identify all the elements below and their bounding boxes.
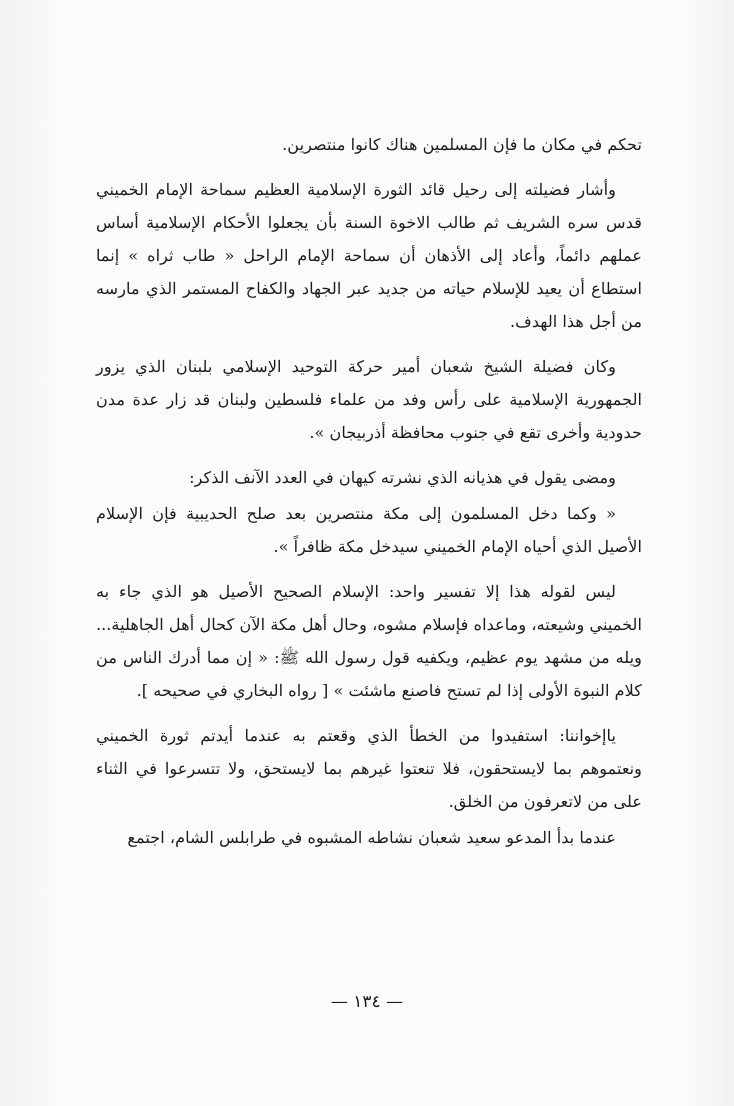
paragraph-5-quote: « وكما دخل المسلمون إلى مكة منتصرين بعد صلح الحديبية فإن الإسلام الأصيل الذي أحياه الإمام الخميني سيدخل مكة ظافراً ». (96, 504, 642, 556)
paragraph-6: ليس لقوله هذا إلا تفسير واحد: الإسلام الصحيح الأصيل هو الذي جاء به الخميني وشيعته، وماعداه فإسلام مشوه، وحال أهل مكة الآن كحال أهل الجاهلية... ويله من مشهد يوم عظيم، ويكفيه قول رسول الله ﷺ: « إن مما أدرك الناس من كلام النبوة الأولى إذا لم تستح فاصنع ماشئت » [ رواه البخاري في صحيحه ]. (96, 582, 642, 700)
paragraph-7: ياإخواننا: استفيدوا من الخطأ الذي وقعتم به عندما أيدتم ثورة الخميني ونعتموهم بما لايستحقون، فلا تنعتوا غيرهم بما لايستحق، ولا تتسرعوا في الثناء على من لاتعرفون من الخلق. (96, 726, 642, 811)
paragraph-2: وأشار فضيلته إلى رحيل قائد الثورة الإسلامية العظيم سماحة الإمام الخميني قدس سره الشريف ثم طالب الاخوة السنة بأن يجعلوا الأحكام الإسلامية أساس عملهم دائماً، وأعاد إلى الأذهان أن سماحة الإمام الراحل « طاب ثراه » إنما استطاع أن يعيد للإسلام حياته من جديد عبر الجهاد والكفاح المستمر الذي مارسه من أجل هذا الهدف. (96, 180, 642, 331)
scan-edge-left (0, 0, 60, 1106)
paragraph-1: تحكم في مكان ما فإن المسلمين هناك كانوا منتصرين. (282, 135, 642, 154)
paragraph-4: ومضى يقول في هذيانه الذي نشرته كيهان في العدد الآنف الذكر: (189, 468, 616, 487)
page-number: — ١٣٤ — (330, 992, 404, 1012)
paragraph-3: وكان فضيلة الشيخ شعبان أمير حركة التوحيد الإسلامي بلبنان الذي يزور الجمهورية الإسلامية على رأس وفد من علماء فلسطين ولبنان قد زار عدة مدن حدودية وأخرى تقع في جنوب محافظة أذربيجان ». (96, 357, 642, 442)
page-body (96, 128, 642, 854)
scan-edge-right (684, 0, 734, 1106)
paragraph-8: عندما بدأ المدعو سعيد شعبان نشاطه المشبوه في طرابلس الشام، اجتمع (127, 828, 616, 847)
